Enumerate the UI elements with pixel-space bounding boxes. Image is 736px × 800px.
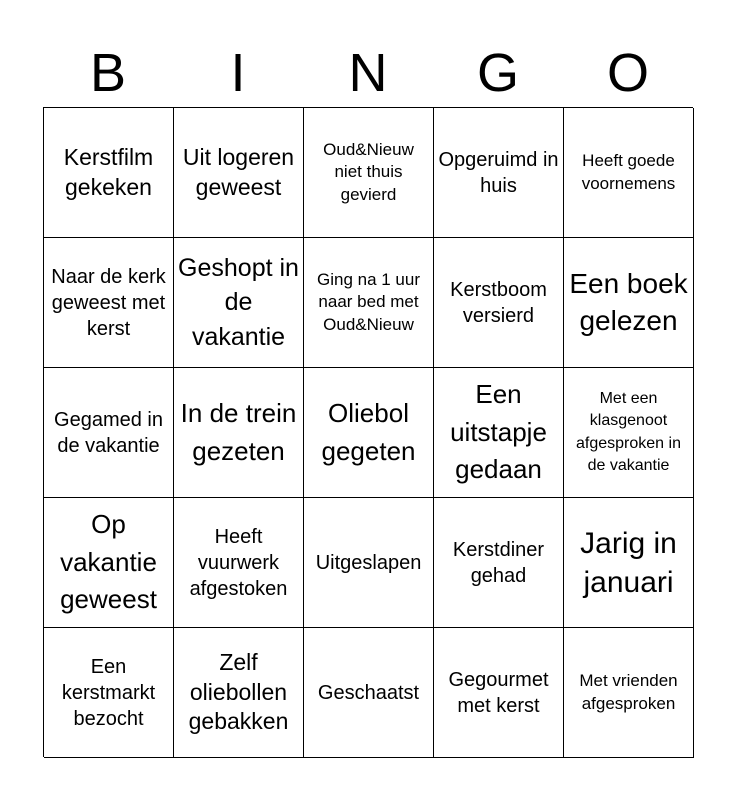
bingo-cell[interactable] [304, 368, 434, 498]
bingo-cell-text: Met vrienden afgesproken [579, 671, 678, 713]
header-letter-n: N [348, 43, 388, 103]
bingo-cell-text: Kerstboom versierd [450, 278, 547, 327]
bingo-cell[interactable] [44, 628, 174, 758]
bingo-cell-text: Kerstfilm gekeken [63, 143, 154, 200]
bingo-cell[interactable] [564, 498, 694, 628]
bingo-cell[interactable] [174, 108, 304, 238]
bingo-cell[interactable] [304, 108, 434, 238]
bingo-cell[interactable] [44, 108, 174, 238]
bingo-cell-text: Uit logeren geweest [182, 143, 295, 200]
bingo-cell-text: Gegamed in de vakantie [54, 408, 163, 457]
bingo-cell-text: Naar de kerk geweest met kerst [51, 265, 166, 340]
bingo-cell[interactable] [564, 108, 694, 238]
bingo-cell-text: Opgeruimd in huis [438, 148, 559, 197]
bingo-cell-text: Jarig in januari [580, 526, 677, 599]
bingo-cell[interactable] [44, 498, 174, 628]
bingo-cell-text: Een kerstmarkt bezocht [61, 655, 156, 730]
bingo-cell[interactable] [174, 628, 304, 758]
bingo-cell-text: In de trein gezeten [180, 397, 297, 466]
bingo-card-grid [43, 107, 693, 757]
bingo-cell[interactable] [174, 368, 304, 498]
bingo-cell-text: Een boek gelezen [569, 267, 688, 336]
bingo-cell[interactable] [304, 238, 434, 368]
bingo-cell-text: Op vakantie geweest [60, 508, 157, 615]
bingo-cell[interactable] [174, 498, 304, 628]
bingo-cell[interactable] [564, 368, 694, 498]
bingo-cell-text: Uitgeslapen [315, 551, 422, 574]
bingo-cell-text: Een uitstapje gedaan [450, 378, 547, 485]
bingo-cell[interactable] [174, 238, 304, 368]
bingo-cell[interactable] [44, 238, 174, 368]
bingo-cell-text: Oud&Nieuw niet thuis gevierd [323, 139, 414, 204]
bingo-cell-text: Met een klasgenoot afgesproken in de vakantie [576, 390, 681, 474]
bingo-header [43, 40, 693, 106]
bingo-cell[interactable] [434, 628, 564, 758]
bingo-cell-text: Ging na 1 uur naar bed met Oud&Nieuw [316, 269, 420, 334]
header-letter-i: I [230, 43, 246, 103]
bingo-cell[interactable] [434, 108, 564, 238]
bingo-cell[interactable] [434, 498, 564, 628]
bingo-cell[interactable] [434, 368, 564, 498]
header-letter-g: G [476, 43, 519, 103]
bingo-cell[interactable] [434, 238, 564, 368]
bingo-cell-text: Geschaatst [317, 681, 420, 704]
bingo-cell[interactable] [304, 628, 434, 758]
bingo-cell-text: Zelf oliebollen gebakken [188, 648, 289, 735]
bingo-cell-text: Heeft goede voornemens [581, 151, 676, 193]
bingo-cell[interactable] [564, 238, 694, 368]
bingo-cell[interactable] [44, 368, 174, 498]
bingo-cell-text: Oliebol gegeten [321, 397, 416, 466]
bingo-cell-text: Geshopt in de vakantie [178, 253, 299, 351]
bingo-cell[interactable] [304, 498, 434, 628]
bingo-cell-text: Kerstdiner gehad [452, 538, 545, 587]
header-letter-b: B [89, 43, 127, 103]
bingo-cell[interactable] [564, 628, 694, 758]
bingo-cell-text: Heeft vuurwerk afgestoken [189, 525, 288, 600]
header-letter-o: O [606, 43, 649, 103]
bingo-cell-text: Gegourmet met kerst [448, 668, 549, 717]
